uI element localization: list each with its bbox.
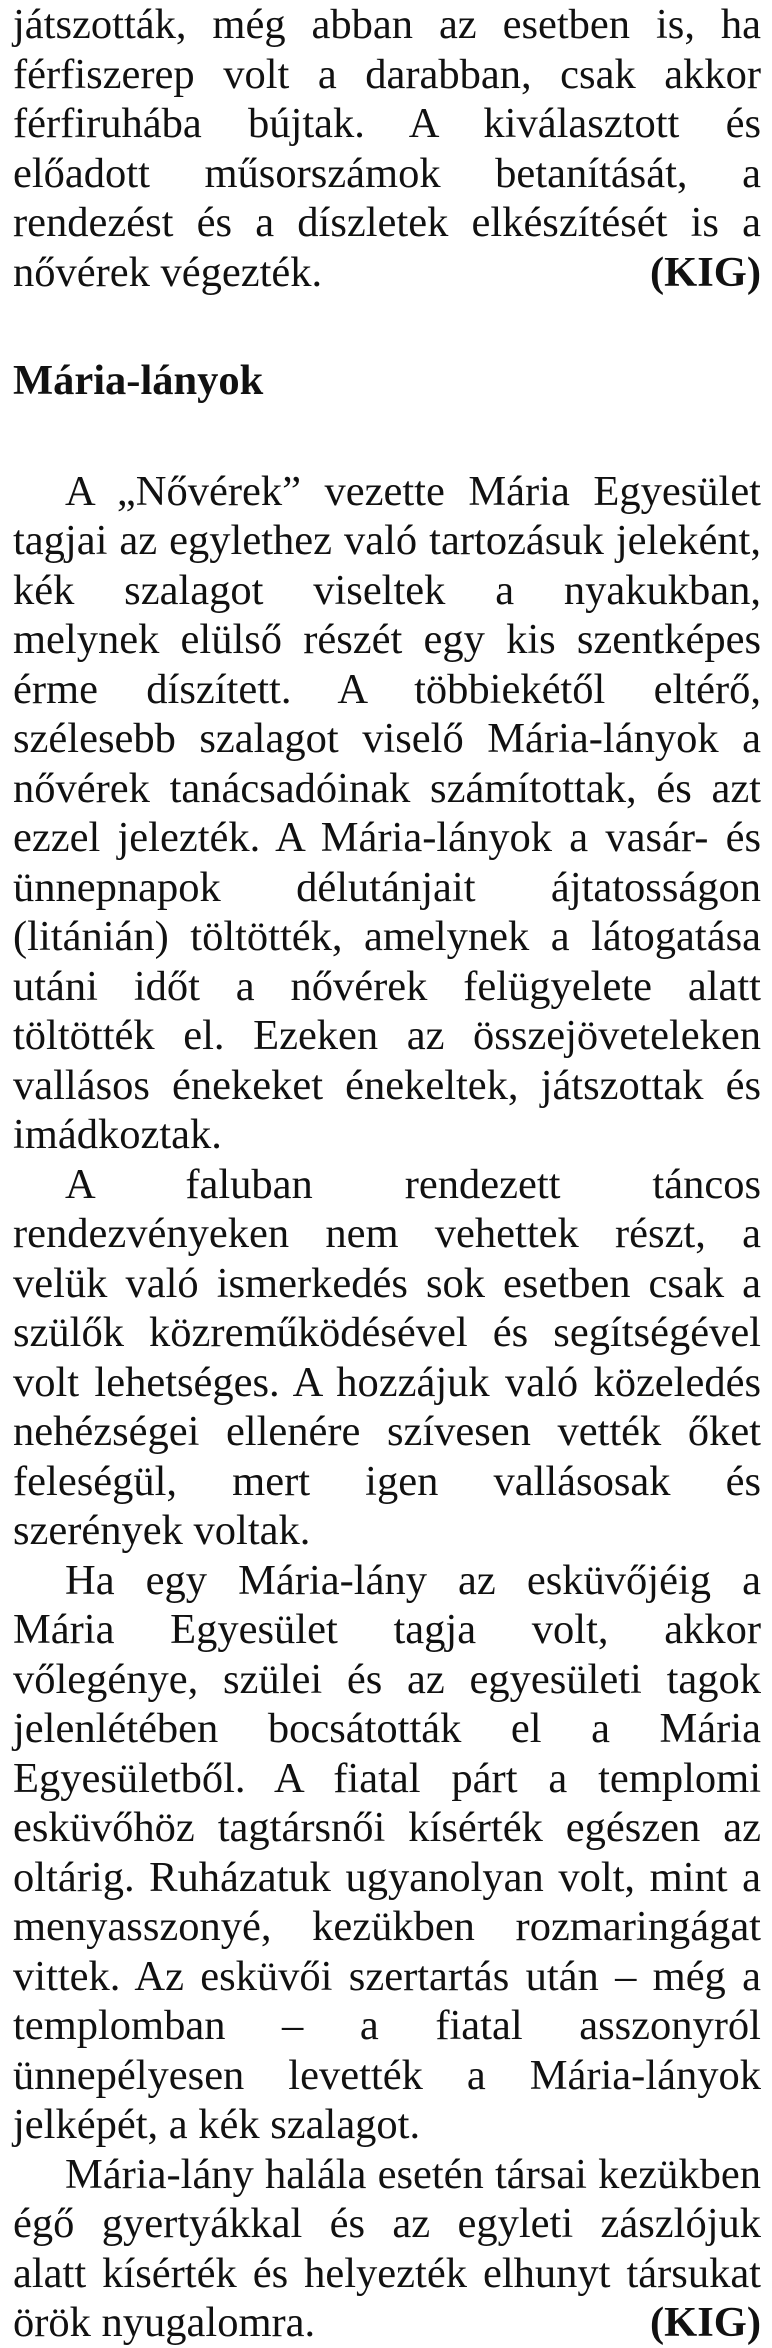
document-page — [13, 0, 761, 2348]
last-paragraph-text: Mária-lány halála esetén társai kezükben égő gyertyákkal és az egyleti zászlójuk alatt kísérték és helyezték elhunyt társukat örök nyugalomra. — [13, 2150, 761, 2346]
body-paragraph-1: A „Nővérek” vezette Mária Egyesület tagjai az egylethez való tartozásuk jeleként, kék szalagot viseltek a nyakukban, melynek elülső részét egy kis szentképes érme díszített. A többiekétől eltérő, szélesebb szalagot viselő Mária-lányok a nővérek tanácsadóinak számítottak, és azt ezzel jelezték. A Mária-lányok a vasár- és ünnepnapok délutánjait ájtatosságon (litánián) töltötték, amelynek a látogatása utáni időt a nővérek felügyelete alatt töltötték el. Ezeken az összejöveteleken vallásos énekeket énekeltek, játszottak és imádkoztak. — [13, 467, 761, 1158]
section-signature: (KIG) — [650, 2299, 761, 2346]
intro-signature: (KIG) — [650, 248, 761, 296]
body-paragraph-4 — [13, 2150, 761, 2348]
intro-text: játszották, még abban az esetben is, ha férfiszerep volt a darabban, csak akkor férfiruhába bújtak. A kiválasztott és előadott műsorszámok betanítását, a rendezést és a díszletek elkészítését is a nővérek végezték. — [13, 1, 761, 296]
section-title: Mária-lányok — [13, 357, 264, 404]
body-paragraph-3: Ha egy Mária-lány az esküvőjéig a Mária Egyesület tagja volt, akkor vőlegénye, szülei és az egyesületi tagok jelenlétében bocsátották el a Mária Egyesületből. A fiatal párt a templomi esküvőhöz tagtársnői kísérték egészen az oltárig. Ruházatuk ugyanolyan volt, mint a menyasszonyé, kezükben rozmaringágat vittek. Az esküvői szertartás után – még a templomban – a fiatal asszonyról ünnepélyesen levették a Mária-lányok jelképét, a kék szalagot. — [13, 1556, 761, 2148]
body-paragraph-2: A faluban rendezett táncos rendezvényeken nem vehettek részt, a velük való ismerkedés sok esetben csak a szülők közreműködésével és segítségével volt lehetséges. A hozzájuk való közeledés nehézségei ellenére szívesen vették őket feleségül, mert igen vallásosak és szerények voltak. — [13, 1160, 761, 1554]
intro-paragraph — [13, 0, 761, 297]
